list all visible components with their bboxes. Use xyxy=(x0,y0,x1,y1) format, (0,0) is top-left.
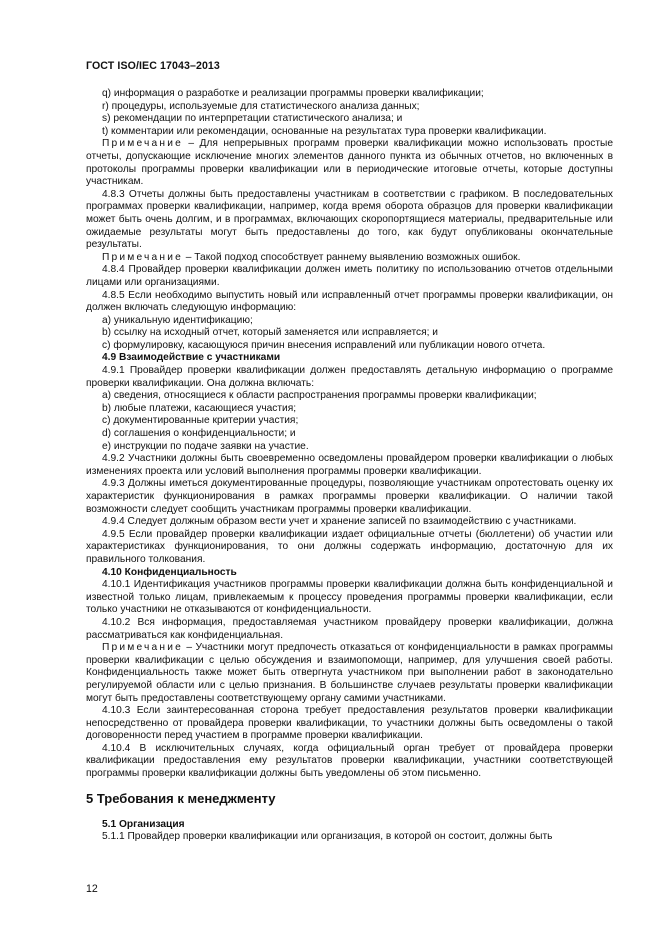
paragraph xyxy=(86,428,613,441)
paragraph-text: 5 Требования к менеджменту xyxy=(86,790,276,806)
note-label: Примечание xyxy=(102,642,183,654)
paragraph-text: a) уникальную идентификацию; xyxy=(102,314,253,326)
paragraph-text: 4.10.1 Идентификация участников программы проверки квалификации должна быть конфиденциальной и известной только лицам, привлекаемым к процессу проведения программы проверки квалификации, если только участники не отказываются от конфиденциальности. xyxy=(86,579,613,616)
paragraph xyxy=(86,340,613,353)
paragraph xyxy=(86,126,613,139)
paragraph xyxy=(86,478,613,516)
paragraph xyxy=(86,264,613,289)
document-body xyxy=(86,88,613,844)
paragraph-text: 4.9.1 Провайдер проверки квалификации должен предоставлять детальную информацию о программе проверки квалификации. Она должна включать: xyxy=(86,365,613,389)
paragraph-text: 5.1 Организация xyxy=(102,818,185,830)
paragraph xyxy=(86,403,613,416)
note-paragraph xyxy=(86,138,613,188)
paragraph-text: 4.9.5 Если провайдер проверки квалификации издает официальные отчеты (бюллетени) об участии или характеристиках функционирования, то они должны содержать информацию, достаточную для их правильного толкования. xyxy=(86,528,613,565)
paragraph-text: c) документированные критерии участия; xyxy=(102,415,299,427)
paragraph xyxy=(86,315,613,328)
paragraph-text: 4.9 Взаимодействие с участниками xyxy=(102,352,281,364)
paragraph-text: 4.10.4 В исключительных случаях, когда официальный орган требует от провайдера проверки квалификации предоставления ему результатов проверки квалификации, участники соответствующей программы проверки квалификации должны быть уведомлены об этом письменно. xyxy=(86,742,613,780)
paragraph xyxy=(86,189,613,252)
paragraph xyxy=(86,441,613,454)
paragraph xyxy=(86,831,613,844)
paragraph-text: 5.1.1 Провайдер проверки квалификации или организация, в которой он состоит, должны быть xyxy=(102,831,553,843)
paragraph xyxy=(86,453,613,478)
paragraph xyxy=(86,390,613,403)
note-label: Примечание xyxy=(102,138,183,150)
paragraph-text: t) комментарии или рекомендации, основанные на результатах тура проверки квалификации. xyxy=(102,125,547,137)
paragraph-text: 4.10.2 Вся информация, предоставляемая участником провайдеру проверки квалификации, должна рассматриваться как конфиденциальная. xyxy=(86,616,613,641)
paragraph-text: s) рекомендации по интерпретации статистического анализа; и xyxy=(102,113,403,125)
paragraph-text: 4.10.3 Если заинтересованная сторона требует предоставления результатов проверки квалификации непосредственно от провайдера проверки квалификации, то участники должны быть осведомлены о такой договоренности перед участием в программе проверки квалификации. xyxy=(86,705,613,742)
paragraph xyxy=(86,617,613,642)
paragraph xyxy=(86,365,613,390)
paragraph xyxy=(86,101,613,114)
paragraph-text: 4.8.3 Отчеты должны быть предоставлены участникам в соответствии с графиком. В последовательных программах проверки квалификации, например, когда время оборота образцов для проверки квалификации может быть очень долгим, и в программах, включающих скоропортящиеся материалы, предварительные или ожидаемые результаты могут быть предоставлены до того, как будут опубликованы окончательные результаты. xyxy=(86,188,613,251)
paragraph-text: – Участники могут предпочесть отказаться от конфиденциальности в рамках программы проверки квалификации с целью обсуждения и взаимопомощи, например, для улучшения своей работы. Конфиденциальность также может быть отвергнута участником при выполнении работ в законодательно регулируемой области или с целью признания. В большинстве случаев результаты проверки квалификации могут быть предоставлены соответствующему органу самими участниками. xyxy=(86,642,613,704)
paragraph-text: – Такой подход способствует раннему выявлению возможных ошибок. xyxy=(182,251,521,263)
paragraph-text: 4.9.4 Следует должным образом вести учет и хранение записей по взаимодействию с участниками. xyxy=(102,516,577,528)
note-paragraph xyxy=(86,252,613,265)
paragraph-text: e) инструкции по подаче заявки на участие. xyxy=(102,440,309,452)
paragraph-text: 4.8.4 Провайдер проверки квалификации должен иметь политику по использованию отчетов отдельными лицами или организациями. xyxy=(86,264,613,288)
paragraph xyxy=(86,705,613,743)
subsection-heading xyxy=(86,352,613,365)
paragraph-text: r) процедуры, используемые для статистического анализа данных; xyxy=(102,100,420,112)
paragraph xyxy=(86,113,613,126)
paragraph-text: b) ссылку на исходный отчет, который заменяется или исправляется; и xyxy=(102,327,438,339)
paragraph-text: 4.9.2 Участники должны быть своевременно осведомлены провайдером проверки квалификации о любых изменениях проекта или условий выполнения программы проверки квалификации. xyxy=(86,453,613,477)
page-number: 12 xyxy=(86,883,98,895)
subsection-heading xyxy=(86,567,613,580)
note-paragraph xyxy=(86,642,613,705)
paragraph-text: c) формулировку, касающуюся причин внесения исправлений или публикации нового отчета. xyxy=(102,339,546,351)
standard-header: ГОСТ ISO/IEC 17043–2013 xyxy=(86,60,220,72)
note-label: Примечание xyxy=(102,251,183,263)
subsection-heading xyxy=(86,819,613,832)
paragraph xyxy=(86,529,613,567)
paragraph xyxy=(86,415,613,428)
paragraph xyxy=(86,579,613,617)
paragraph-text: q) информация о разработке и реализации программы проверки квалификации; xyxy=(102,88,484,99)
paragraph-text: d) соглашения о конфиденциальности; и xyxy=(102,428,296,440)
paragraph xyxy=(86,290,613,315)
paragraph-text: – Для непрерывных программ проверки квалификации можно использовать простые отчеты, допускающие исключение многих элементов данного пункта из обычных отчетов, но включенных в протоколы программы проверки квалификации или в периодические итоговые отчеты, которые доступны участникам. xyxy=(86,138,613,188)
paragraph-text: 4.8.5 Если необходимо выпустить новый или исправленный отчет программы проверки квалификации, он должен включать следующую информацию: xyxy=(86,289,613,314)
paragraph-text: 4.9.3 Должны иметься документированные процедуры, позволяющие участникам опротестовать оценку их характеристик функционирования в рамках программы проверки квалификации. О наличии такой возможности следует сообщить участникам программы проверки квалификации. xyxy=(86,478,613,515)
paragraph xyxy=(86,516,613,529)
paragraph-text: 4.10 Конфиденциальность xyxy=(102,566,237,578)
paragraph xyxy=(86,743,613,781)
section-heading xyxy=(86,791,613,807)
paragraph xyxy=(86,327,613,340)
paragraph xyxy=(86,88,613,101)
paragraph-text: b) любые платежи, касающиеся участия; xyxy=(102,402,297,414)
paragraph-text: a) сведения, относящиеся к области распространения программы проверки квалификации; xyxy=(102,390,537,402)
